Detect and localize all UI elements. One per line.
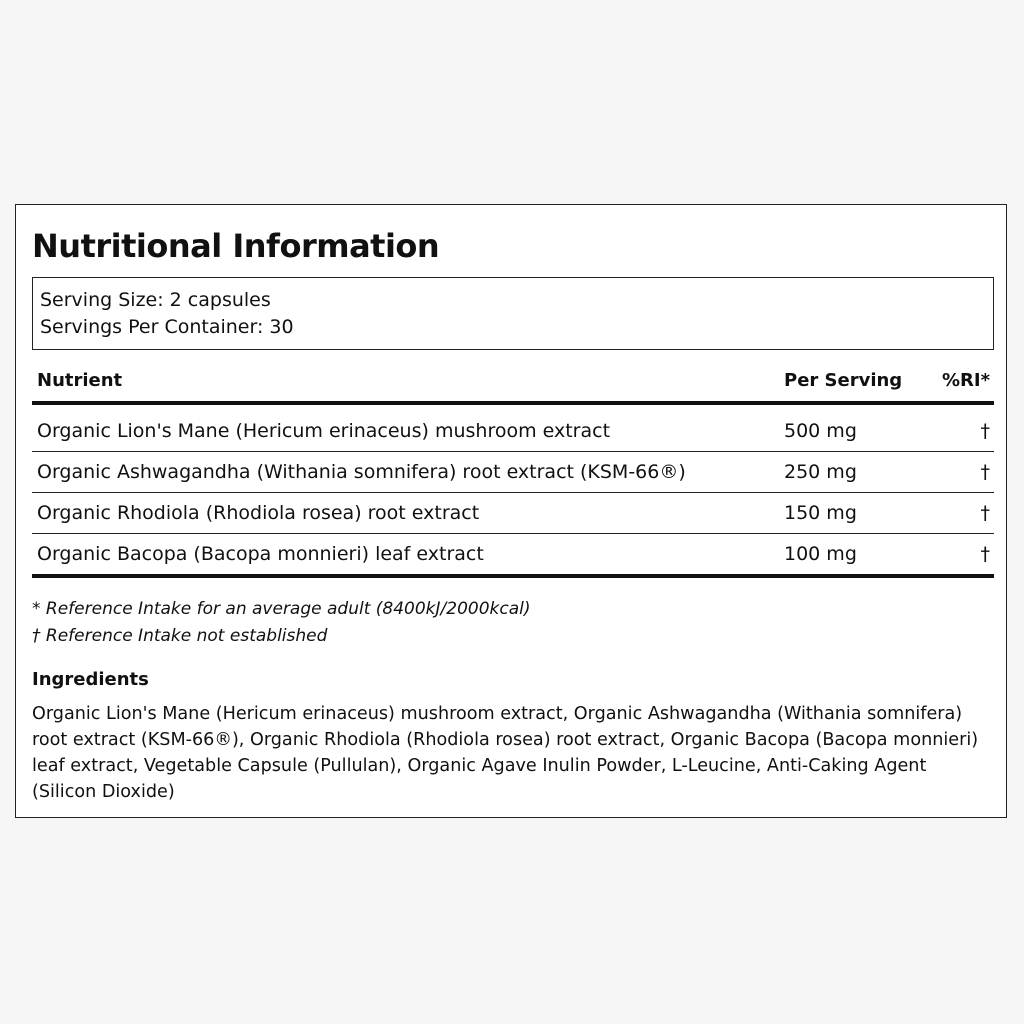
nutrient-amount: 250 mg	[784, 461, 857, 483]
nutrient-table	[32, 365, 994, 578]
serving-size: Serving Size: 2 capsules	[40, 289, 271, 311]
nutrient-amount: 500 mg	[784, 420, 857, 442]
nutrition-panel	[15, 204, 1007, 818]
ingredients-heading: Ingredients	[32, 669, 149, 690]
header-per-serving: Per Serving	[784, 370, 903, 391]
nutrient-name: Organic Rhodiola (Rhodiola rosea) root extract	[37, 502, 480, 524]
footnotes	[32, 596, 531, 650]
table-row	[32, 493, 994, 534]
servings-per-container: Servings Per Container: 30	[40, 316, 294, 338]
nutrient-ri: †	[980, 461, 990, 483]
nutrient-ri: †	[980, 543, 990, 565]
nutrient-name: Organic Bacopa (Bacopa monnieri) leaf extract	[37, 543, 484, 565]
nutrient-ri: †	[980, 420, 990, 442]
table-header	[32, 365, 994, 405]
footnote-reference-intake: * Reference Intake for an average adult (8400kJ/2000kcal)	[32, 599, 531, 619]
panel-title: Nutritional Information	[32, 227, 440, 265]
table-row	[32, 452, 994, 493]
nutrient-ri: †	[980, 502, 990, 524]
footnote-not-established: † Reference Intake not established	[32, 626, 328, 646]
serving-info-box	[32, 277, 994, 350]
table-row	[32, 534, 994, 578]
nutrient-amount: 150 mg	[784, 502, 857, 524]
ingredients-text: Organic Lion's Mane (Hericum erinaceus) mushroom extract, Organic Ashwagandha (Withania somnifera) root extract (KSM-66®), Organic Rhodiola (Rhodiola rosea) root extract, Organic Bacopa (Bacopa monnieri) leaf extract, Vegetable Capsule (Pullulan), Organic Agave Inulin Powder, L-Leucine, Anti-Caking Agent (Silicon Dioxide)	[32, 704, 979, 802]
nutrient-name: Organic Lion's Mane (Hericum erinaceus) mushroom extract	[37, 420, 611, 442]
nutrient-name: Organic Ashwagandha (Withania somnifera) root extract (KSM-66®)	[37, 461, 686, 483]
nutrient-amount: 100 mg	[784, 543, 857, 565]
header-ri: %RI*	[941, 370, 990, 391]
table-row	[32, 411, 994, 452]
header-nutrient: Nutrient	[37, 370, 123, 391]
